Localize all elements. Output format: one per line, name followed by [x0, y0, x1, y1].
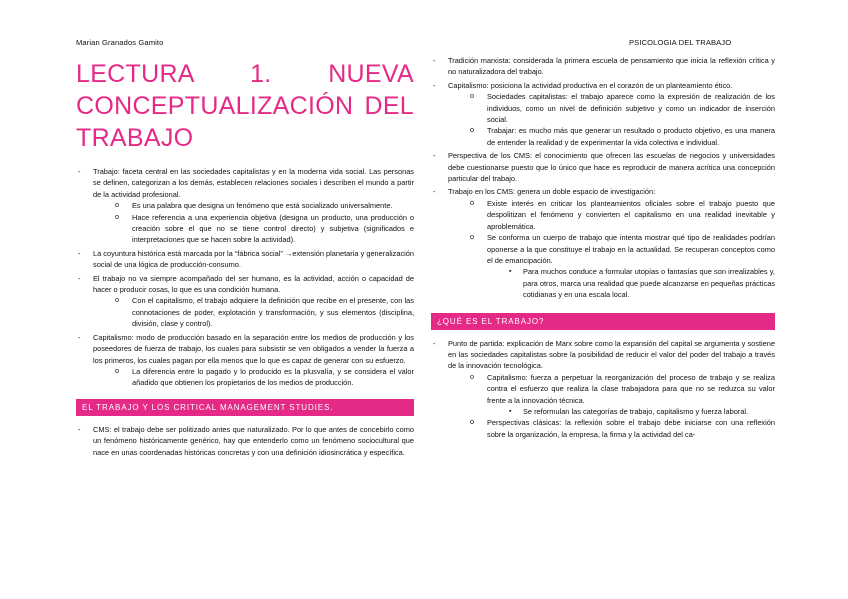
sub-list-item: o Existe interés en criticar los planteamientos oficiales sobre el trabajo puesto que despolitizan el fenómeno y convierten el capitalismo en una realidad inevitable y aproblemática. — [465, 198, 775, 232]
sub-sub-list-item: ▪ Para muchos conduce a formular utopías o fantasías que son irrealizables y, para otros, marca una realidad que puede alcanzarse en pequeñas prácticas cotidianas y en una escala local. — [505, 266, 775, 300]
sub-list-item: o Sociedades capitalistas: el trabajo aparece como la expresión de realización de los individuos, como un nivel de definición subjetivo y como un indicador de inserción social. — [465, 91, 775, 125]
header-subject: PSICOLOGIA DEL TRABAJO — [629, 38, 732, 47]
bullet-list — [76, 166, 414, 389]
list-item-text: Capitalismo: posiciona la actividad productiva en el corazón de un planteamiento ético. — [448, 80, 733, 90]
list-item — [431, 80, 775, 148]
sub-list-item — [465, 232, 775, 300]
sub-sub-list-item: ▪ Se reformulan las categorías de trabajo, capitalismo y fuerza laboral. — [505, 406, 775, 417]
sub-list-item: o Trabajar: es mucho más que generar un resultado o producto objetivo, es una manera de entender la realidad y de experimentar la vida colectiva e individual. — [465, 125, 775, 148]
sub-list-item: o Hace referencia a una experiencia objetiva (designa un producto, una producción o creación sobre el que no se tiene control directo) y subjetiva (significados e interpretaciones que se hacen sobre la actividad). — [110, 212, 414, 246]
bullet-list — [431, 55, 775, 301]
sub-list-item: o Perspectivas clásicas: la reflexión sobre el trabajo debe iniciarse con una reflexión sobre la organización, la empresa, la firma y la actividad del ca- — [465, 417, 775, 440]
sub-list-item-text: Capitalismo: fuerza a perpetuar la reorganización del proceso de trabajo y se realiza contra el esfuerzo que realiza la clase trabajadora para que no se reduzca su valor frente a la innovación técnica. — [487, 372, 775, 405]
list-item-text: Punto de partida: explicación de Marx sobre como la expansión del capital se argumenta y sostiene en las sociedades capitalistas sobre la posibilidad de reducir el valor del poder del trabajo a través de la innovación tecnológica. — [448, 338, 775, 371]
list-item — [431, 186, 775, 300]
list-item — [76, 166, 414, 246]
list-item: - La coyuntura histórica está marcada por la “fábrica social” →extensión planetaria y generalización social de una lógica de producción-consumo. — [76, 248, 414, 271]
list-item: - CMS: el trabajo debe ser politizado antes que naturalizado. Por lo que antes de concebirlo como un fenómeno históricamente genérico, hay que entenderlo como un fenómeno sociocultural que nace en unas coordenadas históricas concretas y con una definición idiosincrática y específica. — [76, 424, 414, 458]
bullet-list — [431, 338, 775, 441]
bullet-list — [76, 424, 414, 458]
sub-list-item: o La diferencia entre lo pagado y lo producido es la plusvalía, y se considera el valor añadido que obtienen los propietarios de los medios de producción. — [110, 366, 414, 389]
list-item: - Perspectiva de los CMS: el conocimiento que ofrecen las escuelas de negocios y universidades debe cuestionarse puesto que lo único que hace es reproducir de manera acrítica una concepción particular del trabajo. — [431, 150, 775, 184]
sub-list-item-text: Se conforma un cuerpo de trabajo que intenta mostrar qué tipo de realidades podrían oponerse a la que constituye el trabajo en la actualidad. Se recuperan conceptos como el de emancipación. — [487, 233, 775, 265]
right-column — [431, 55, 775, 442]
list-item: - Tradición marxista: considerada la primera escuela de pensamiento que inicia la reflexión crítica y no naturalizadora del trabajo. — [431, 55, 775, 78]
sub-list-item: o Es una palabra que designa un fenómeno que está socializado universalmente. — [110, 200, 414, 211]
list-item-text: El trabajo no va siempre acompañado del ser humano, es la actividad, acción o capacidad de hacer o producir cosas, lo que es una condición humana. — [93, 273, 414, 295]
list-item — [76, 273, 414, 330]
section-heading-cms: EL TRABAJO Y LOS CRITICAL MANAGEMENT STUDIES. — [76, 399, 414, 416]
sub-list-item: o Con el capitalismo, el trabajo adquiere la definición que recibe en el presente, con las connotaciones de poder, explotación y transformación, y sus elementos (disciplina, división, clase y control). — [110, 295, 414, 329]
list-item — [76, 332, 414, 389]
left-column — [76, 58, 414, 460]
header-author: Marian Granados Gamito — [76, 38, 164, 47]
sub-list-item — [465, 372, 775, 418]
section-heading-que-es-el-trabajo: ¿QUÉ ES EL TRABAJO? — [431, 313, 775, 330]
list-item-text: Trabajo: faceta central en las sociedades capitalistas y en la moderna vida social. Las personas se definen, categorizan a los demás, establecen relaciones sociales i describen el mundo a partir de la actividad profesional. — [93, 167, 414, 199]
list-item — [431, 338, 775, 441]
list-item-text: Capitalismo: modo de producción basado en la separación entre los medios de producción y los poseedores de fuerza de trabajo, los cuales para subsistir se ven obligados a vender la fuerza a los primeros, los cuales pagan por ella menos que lo que es capaz de generar con su esfuerzo. — [93, 332, 414, 365]
list-item-text: Trabajo en los CMS: genera un doble espacio de investigación: — [448, 187, 656, 197]
page-title: LECTURA 1. NUEVA CONCEPTUALIZACIÓN DEL TRABAJO — [76, 60, 414, 152]
